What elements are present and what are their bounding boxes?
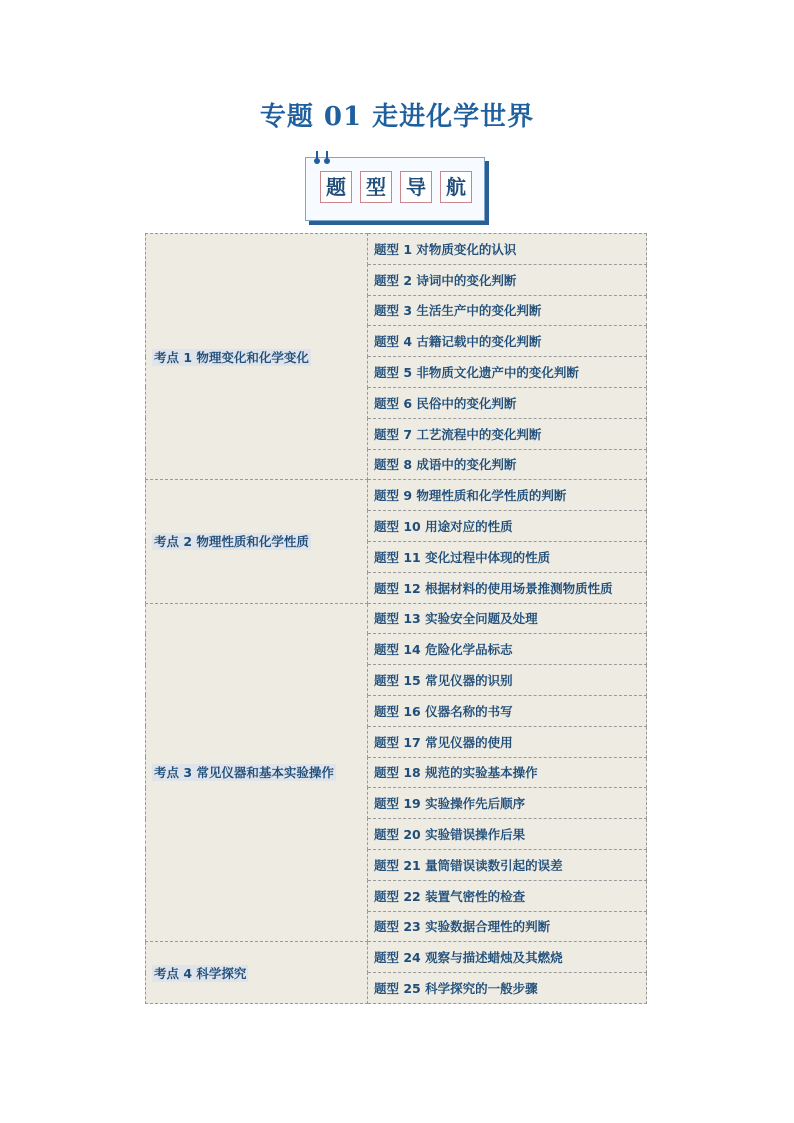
binder-pins — [314, 150, 334, 169]
table-row — [146, 942, 647, 973]
category-label: 考点 1 物理变化和化学变化 — [154, 349, 309, 365]
category-cell — [146, 942, 368, 1004]
question-type-item: 题型 9 物理性质和化学性质的判断 — [368, 480, 647, 511]
question-type-item: 题型 10 用途对应的性质 — [368, 511, 647, 542]
question-type-item: 题型 8 成语中的变化判断 — [368, 449, 647, 480]
question-type-item: 题型 18 规范的实验基本操作 — [368, 757, 647, 788]
question-type-item: 题型 17 常见仪器的使用 — [368, 726, 647, 757]
question-type-item: 题型 22 装置气密性的检查 — [368, 880, 647, 911]
question-type-item: 题型 23 实验数据合理性的判断 — [368, 911, 647, 942]
category-cell — [146, 603, 368, 942]
question-type-item: 题型 25 科学探究的一般步骤 — [368, 973, 647, 1004]
question-type-item: 题型 4 古籍记载中的变化判断 — [368, 326, 647, 357]
question-type-item: 题型 1 对物质变化的认识 — [368, 234, 647, 265]
table-row — [146, 480, 647, 511]
question-type-item: 题型 12 根据材料的使用场景推测物质性质 — [368, 572, 647, 603]
pin-icon — [314, 151, 320, 165]
page-title: 专题 01 走进化学世界 — [259, 102, 535, 132]
banner-char: 型 — [360, 171, 392, 203]
table-row — [146, 603, 647, 634]
category-label: 考点 4 科学探究 — [154, 965, 247, 981]
banner-char: 题 — [320, 171, 352, 203]
category-cell — [146, 234, 368, 480]
outline-table — [145, 233, 647, 1004]
pin-icon — [324, 151, 330, 165]
category-label: 考点 3 常见仪器和基本实验操作 — [154, 765, 334, 781]
category-label: 考点 2 物理性质和化学性质 — [154, 534, 309, 550]
question-type-item: 题型 24 观察与描述蜡烛及其燃烧 — [368, 942, 647, 973]
banner-char: 导 — [400, 171, 432, 203]
question-type-item: 题型 19 实验操作先后顺序 — [368, 788, 647, 819]
table-row — [146, 234, 647, 265]
question-type-item: 题型 7 工艺流程中的变化判断 — [368, 418, 647, 449]
question-type-item: 题型 11 变化过程中体现的性质 — [368, 541, 647, 572]
question-type-item: 题型 14 危险化学品标志 — [368, 634, 647, 665]
question-type-item: 题型 16 仪器名称的书写 — [368, 695, 647, 726]
question-type-navigation-banner — [305, 157, 485, 221]
question-type-item: 题型 3 生活生产中的变化判断 — [368, 295, 647, 326]
question-type-item: 题型 2 诗词中的变化判断 — [368, 264, 647, 295]
category-cell — [146, 480, 368, 603]
question-type-item: 题型 20 实验错误操作后果 — [368, 819, 647, 850]
banner-char: 航 — [440, 171, 472, 203]
question-type-item: 题型 21 量筒错误读数引起的误差 — [368, 849, 647, 880]
banner-characters — [320, 171, 472, 203]
question-type-item: 题型 15 常见仪器的识别 — [368, 665, 647, 696]
question-type-item: 题型 5 非物质文化遗产中的变化判断 — [368, 357, 647, 388]
question-type-item: 题型 13 实验安全问题及处理 — [368, 603, 647, 634]
question-type-item: 题型 6 民俗中的变化判断 — [368, 387, 647, 418]
